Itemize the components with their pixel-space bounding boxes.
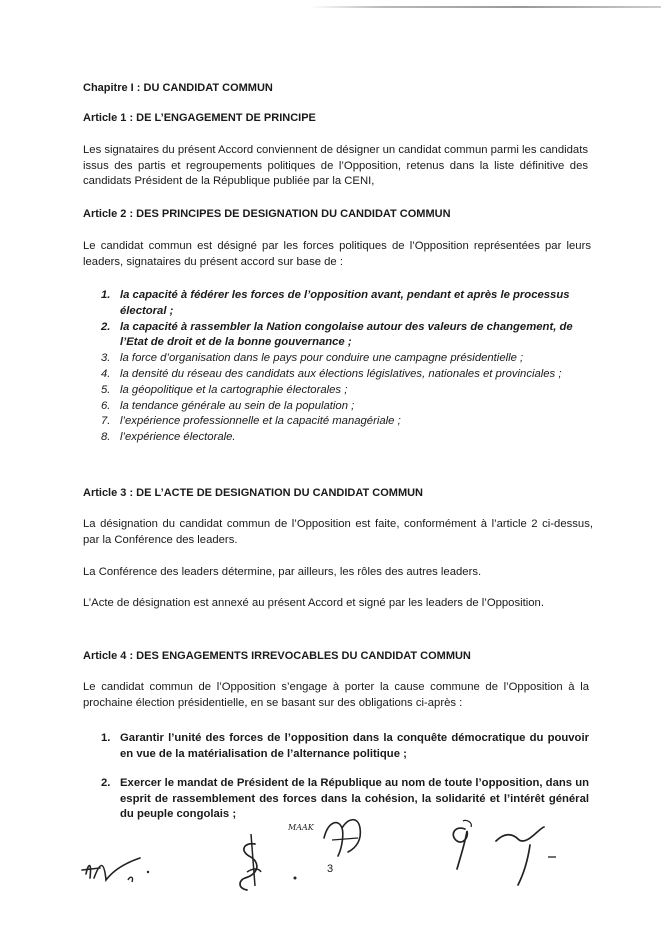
list-item: 7. l’expérience professionnelle et la capacité managériale ; xyxy=(101,415,401,428)
list-item: 8. l’expérience électorale. xyxy=(101,431,236,444)
signature-4-icon xyxy=(443,815,483,875)
article-2-intro: Le candidat commun est désigné par les forces politiques de l’Opposition représentées par leurs leaders, signataires du présent accord sur base de : xyxy=(83,240,591,268)
signature-1-icon xyxy=(78,842,158,892)
irrevocable-commitments-list xyxy=(83,731,589,823)
page-number: 3 xyxy=(327,863,334,875)
list-item: 5. la géopolitique et la cartographie électorales ; xyxy=(101,383,348,396)
article-3-para-3: L’Acte de désignation est annexé au présent Accord et signé par les leaders de l’Opposition. xyxy=(83,597,544,609)
chapter-title: Chapitre I : DU CANDIDAT COMMUN xyxy=(83,82,273,94)
article-1-heading: Article 1 : DE L’ENGAGEMENT DE PRINCIPE xyxy=(83,112,316,124)
article-3-heading: Article 3 : DE L’ACTE DE DESIGNATION DU CANDIDAT COMMUN xyxy=(83,487,423,499)
article-3-para-2: La Conférence des leaders détermine, par ailleurs, les rôles des autres leaders. xyxy=(83,566,482,578)
list-item: 4. la densité du réseau des candidats aux élections législatives, nationales et provinciales ; xyxy=(101,367,562,380)
signature-2-icon xyxy=(225,828,305,898)
list-item: 1. la capacité à fédérer les forces de l’opposition avant, pendant et après le processus électoral ; xyxy=(101,289,570,317)
list-item: 1. Garantir l’unité des forces de l’opposition dans la conquête démocratique du pouvoir en vue de la matérialisation de l’alternance politique ; xyxy=(101,732,589,760)
signature-3-icon xyxy=(318,812,378,862)
article-3-para-1: La désignation du candidat commun de l’Opposition est faite, conformément à l’article 2 ci-dessus, par la Conférence des leaders. xyxy=(83,518,593,546)
scan-edge-line xyxy=(310,6,661,8)
list-item: 2. la capacité à rassembler la Nation congolaise autour des valeurs de changement, de l’Etat de droit et de la bonne gouvernance ; xyxy=(101,320,573,349)
article-4-heading: Article 4 : DES ENGAGEMENTS IRREVOCABLES DU CANDIDAT COMMUN xyxy=(83,650,471,662)
signature-mark-text: MAAK xyxy=(288,823,314,832)
list-item: 6. la tendance générale au sein de la population ; xyxy=(101,399,355,412)
signature-5-icon xyxy=(490,815,570,895)
article-2-heading: Article 2 : DES PRINCIPES DE DESIGNATION DU CANDIDAT COMMUN xyxy=(83,208,451,220)
designation-principles-list xyxy=(83,288,593,446)
article-1-body: Les signataires du présent Accord conviennent de désigner un candidat commun parmi les candidats issus des partis et regroupements politiques de l’Opposition, retenus dans la liste définitive des candidats Président de la République publiée par la CENI, xyxy=(83,144,588,187)
list-item: 3. la force d’organisation dans le pays pour conduire une campagne présidentielle ; xyxy=(101,352,524,365)
article-4-intro: Le candidat commun de l’Opposition s’engage à porter la cause commune de l’Opposition à la prochaine élection présidentielle, en se basant sur des obligations ci-après : xyxy=(83,681,589,709)
list-item: 2. Exercer le mandat de Président de la République au nom de toute l’opposition, dans un esprit de rassemblement des forces dans la cohésion, la solidarité et l’intérêt général du peuple congolais ; xyxy=(101,777,589,820)
